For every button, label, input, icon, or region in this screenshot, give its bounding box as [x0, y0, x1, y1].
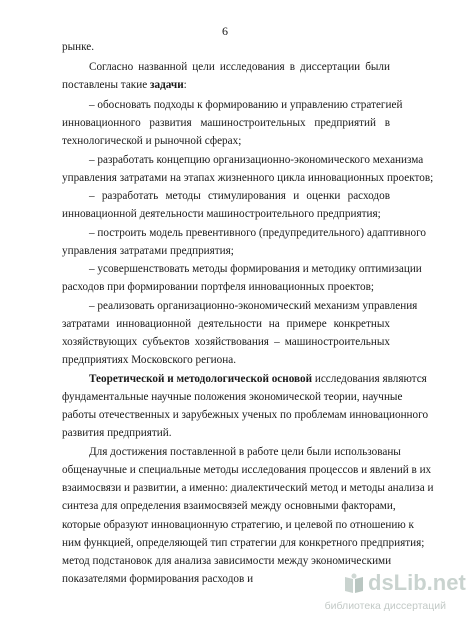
text-fragment: поставлены такие: [62, 79, 150, 91]
bold-term: Теоретической и методологической основой: [89, 373, 313, 385]
text-line: фундаментальные научные положения экономической теории, научные: [62, 391, 403, 403]
text-line: ним функцией, определяющей тип стратегии для конкретного предприятия;: [62, 537, 425, 549]
text-line: предприятиях Московского региона.: [62, 354, 237, 366]
text-line: работы отечественных и зарубежных ученых по проблемам инновационного: [62, 409, 429, 421]
book-icon: [342, 572, 366, 596]
text-line: – разработать методы стимулирования и оценки расходов: [89, 190, 390, 202]
text-line: управления затратами предприятия;: [62, 245, 234, 257]
text-line: – усовершенствовать методы формирования и методику оптимизации: [89, 263, 422, 275]
text-line: технологической и рыночной сферах;: [62, 135, 242, 147]
text-line: расходов при формировании портфеля инновационных проектов;: [62, 281, 374, 293]
page-number: 6: [222, 24, 228, 38]
text-line: [62, 78, 390, 92]
watermark-logo: dsLib.net: [368, 570, 466, 595]
text-fragment: :: [183, 79, 187, 91]
text-fragment: исследования являются: [312, 373, 427, 385]
text-line: развития предприятий.: [62, 427, 172, 439]
text-line: которые образуют инновационную стратегию, и целевой по отношению к: [62, 519, 414, 531]
text-line: – обосновать подходы к формированию и управлению стратегией: [89, 99, 403, 111]
watermark: [306, 566, 466, 619]
watermark-subtitle: библиотека диссертаций: [324, 600, 446, 612]
text-line: хозяйствующих субъектов хозяйствования – машиностроительных: [62, 336, 390, 348]
text-line: инновационной деятельности машиностроительного предприятия;: [62, 208, 381, 220]
bold-term: задачи: [149, 79, 184, 91]
text-line: взаимосвязи и развитии, а именно: диалектический метод и методы анализа и: [62, 482, 434, 494]
text-line: затратами инновационной деятельности на примере конкретных: [62, 318, 390, 330]
text-line: инновационного развития машиностроительных предприятий в: [62, 117, 390, 129]
text-line: общенаучные и специальные методы исследования процессов и явлений в их: [62, 464, 432, 476]
text-line: Для достижения поставленной в работе цели были использованы: [89, 446, 401, 458]
text-line: Согласно названной цели исследования в диссертации были: [89, 61, 390, 73]
text-line: – разработать концепцию организационно-экономического механизма: [89, 154, 424, 166]
text-line: – реализовать организационно-экономический механизм управления: [89, 300, 418, 312]
text-line: управления затратами на этапах жизненного цикла инновационных проектов;: [62, 172, 434, 184]
text-line: [89, 372, 427, 386]
text-line: рынке.: [62, 41, 95, 53]
text-line: синтеза для определения взаимосвязей между основными факторами,: [62, 500, 396, 512]
text-line: метод подстановок для анализа зависимости между экономическими: [62, 555, 392, 567]
text-line: показателями формирования расходов и: [62, 573, 254, 585]
text-line: – построить модель превентивного (предупредительного) адаптивного: [89, 227, 426, 239]
